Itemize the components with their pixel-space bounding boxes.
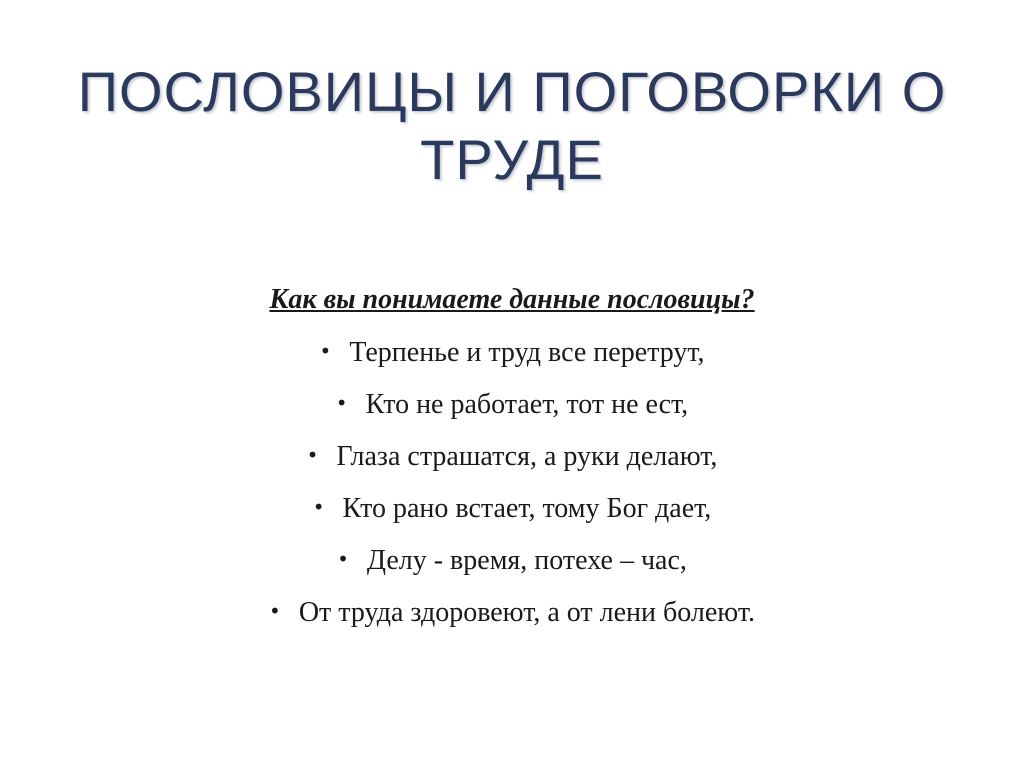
proverb-item (100, 430, 924, 482)
bullet-dot-icon: • (335, 391, 348, 415)
slide-body (100, 278, 924, 638)
question-heading: Как вы понимаете данные пословицы? (269, 284, 755, 315)
bullet-dot-icon: • (337, 547, 349, 571)
proverb-item (100, 586, 924, 638)
bullet-dot-icon: • (269, 599, 281, 623)
proverb-text: Кто рано встает, тому Бог дает, (342, 493, 712, 524)
title-line-2: ТРУДЕ (420, 128, 604, 191)
title-line-1: ПОСЛОВИЦЫ И ПОГОВОРКИ О (77, 60, 947, 123)
bullet-dot-icon: • (312, 495, 325, 519)
proverb-text: Глаза страшатся, а руки делают, (336, 441, 718, 472)
proverb-text: Терпенье и труд все перетрут, (349, 337, 705, 368)
proverb-list (100, 326, 924, 638)
proverb-text: Кто не работает, тот не ест, (365, 389, 689, 420)
proverb-item (100, 378, 924, 430)
proverb-item (100, 326, 924, 378)
proverb-text: От труда здоровеют, а от лени болеют. (298, 597, 755, 628)
proverb-item (100, 534, 924, 586)
proverb-item (100, 482, 924, 534)
bullet-dot-icon: • (306, 443, 319, 467)
proverb-text: Делу - время, потехе – час, (366, 545, 687, 576)
slide-title (60, 58, 964, 194)
bullet-dot-icon: • (319, 339, 332, 363)
